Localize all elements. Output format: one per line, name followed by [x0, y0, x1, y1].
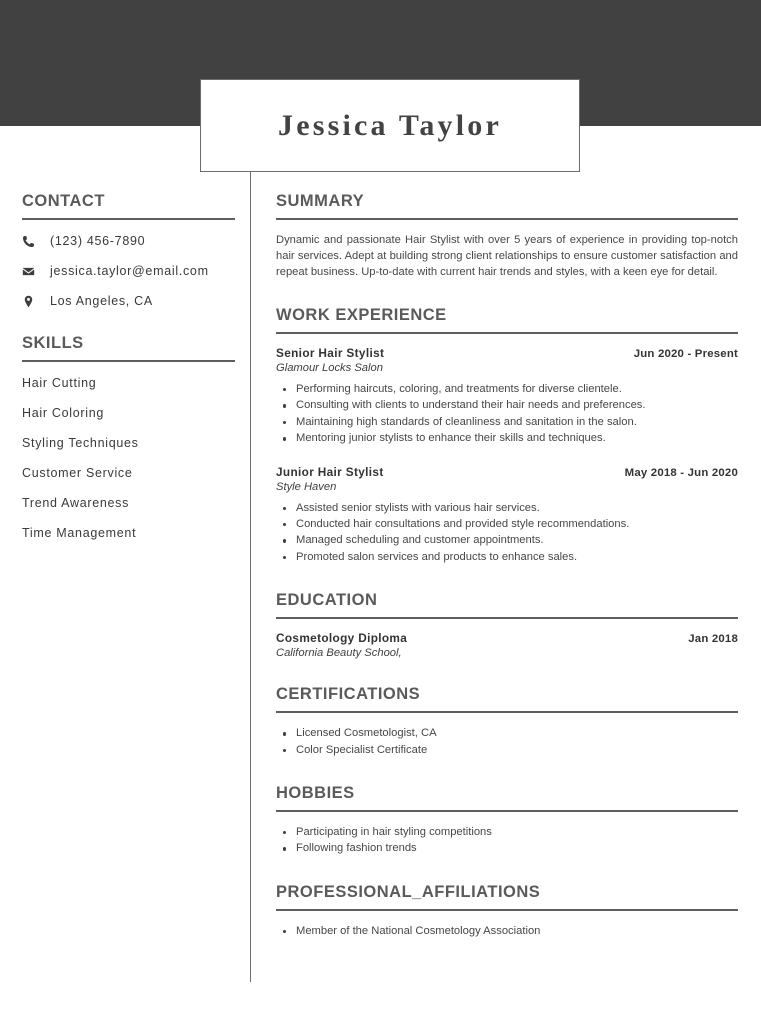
contact-item-phone [22, 234, 235, 248]
summary-text: Dynamic and passionate Hair Stylist with over 5 years of experience in providing top-notch hair services. Adept at building strong client relationships to ensure customer satisfaction and repeat business. Up-to-date with current hair trends and styles, with a keen eye for detail. [276, 234, 738, 278]
summary-heading-rule [276, 218, 738, 220]
certifications-list [276, 726, 738, 758]
main-column [276, 192, 738, 965]
degree-title: Cosmetology Diploma [276, 631, 408, 646]
summary-section [276, 192, 738, 280]
professional-affiliations-list [276, 924, 738, 939]
work-experience-heading-rule [276, 332, 738, 334]
work-experience-section [276, 306, 738, 565]
name-box [200, 79, 580, 172]
list-item: Promoted salon services and products to enhance sales. [294, 550, 738, 565]
education-heading: EDUCATION [276, 591, 378, 610]
list-item: Performing haircuts, coloring, and treatments for diverse clientele. [294, 382, 738, 397]
certifications-heading: CERTIFICATIONS [276, 685, 421, 704]
skills-section [22, 334, 235, 540]
contact-heading-rule [22, 218, 235, 220]
list-item: Mentoring junior stylists to enhance their skills and techniques. [294, 431, 738, 446]
work-experience-heading: WORK EXPERIENCE [276, 306, 447, 324]
hobbies-heading-rule [276, 810, 738, 812]
sidebar-column [22, 192, 235, 566]
phone-icon [22, 235, 44, 248]
list-item: Managed scheduling and customer appointments. [294, 533, 738, 548]
job-title: Junior Hair Stylist [276, 464, 384, 479]
job-organization: Style Haven [276, 480, 337, 493]
list-item: Styling Techniques [22, 436, 139, 450]
list-item: Trend Awareness [22, 496, 130, 510]
list-item: Hair Coloring [22, 406, 105, 420]
list-item: Licensed Cosmetologist, CA [294, 726, 738, 741]
contact-email-value: jessica.taylor@email.com [50, 264, 209, 278]
list-item: Maintaining high standards of cleanliness and sanitation in the salon. [294, 415, 738, 430]
envelope-icon [22, 265, 44, 278]
contact-location-value: Los Angeles, CA [50, 294, 153, 308]
contact-section [22, 192, 235, 308]
certifications-section [276, 685, 738, 758]
list-item: Customer Service [22, 466, 133, 480]
list-item: Participating in hair styling competitions [294, 825, 738, 840]
certifications-heading-rule [276, 711, 738, 713]
list-item: Time Management [22, 526, 137, 540]
professional-affiliations-heading-rule [276, 909, 738, 911]
list-item: Following fashion trends [294, 841, 738, 856]
professional-affiliations-section [276, 883, 738, 939]
school-name: California Beauty School, [276, 647, 402, 660]
job-date: May 2018 - Jun 2020 [624, 466, 738, 479]
location-pin-icon [22, 295, 44, 308]
work-entry [276, 465, 738, 566]
hobbies-section [276, 784, 738, 857]
education-entry-header [276, 631, 738, 645]
job-date: Jun 2020 - Present [633, 348, 738, 360]
work-entry [276, 346, 738, 447]
contact-list [22, 234, 235, 308]
contact-phone-value: (123) 456-7890 [50, 234, 146, 248]
contact-heading: CONTACT [22, 192, 105, 210]
job-bullet-list [276, 501, 738, 566]
education-entry [276, 631, 738, 659]
list-item: Hair Cutting [22, 376, 97, 390]
job-bullet-list [276, 382, 738, 447]
summary-heading: SUMMARY [276, 192, 365, 210]
education-heading-rule [276, 617, 738, 619]
hobbies-heading: HOBBIES [276, 784, 355, 803]
candidate-name: Jessica Taylor [278, 108, 502, 142]
contact-item-email [22, 264, 235, 278]
list-item: Member of the National Cosmetology Association [294, 924, 738, 939]
job-title: Senior Hair Stylist [276, 346, 385, 360]
work-entry-header [276, 346, 738, 360]
skills-heading: SKILLS [22, 334, 84, 352]
hobbies-list [276, 825, 738, 857]
contact-item-location [22, 294, 235, 308]
column-divider [250, 172, 251, 982]
education-section [276, 591, 738, 659]
work-entry-header [276, 465, 738, 479]
professional-affiliations-heading: PROFESSIONAL_AFFILIATIONS [276, 882, 541, 901]
degree-date: Jan 2018 [688, 633, 738, 646]
skills-list [22, 376, 235, 540]
list-item: Conducted hair consultations and provided style recommendations. [294, 517, 738, 532]
list-item: Assisted senior stylists with various hair services. [294, 501, 738, 516]
job-organization: Glamour Locks Salon [276, 362, 383, 374]
list-item: Color Specialist Certificate [294, 743, 738, 758]
list-item: Consulting with clients to understand their hair needs and preferences. [294, 398, 738, 413]
skills-heading-rule [22, 360, 235, 362]
